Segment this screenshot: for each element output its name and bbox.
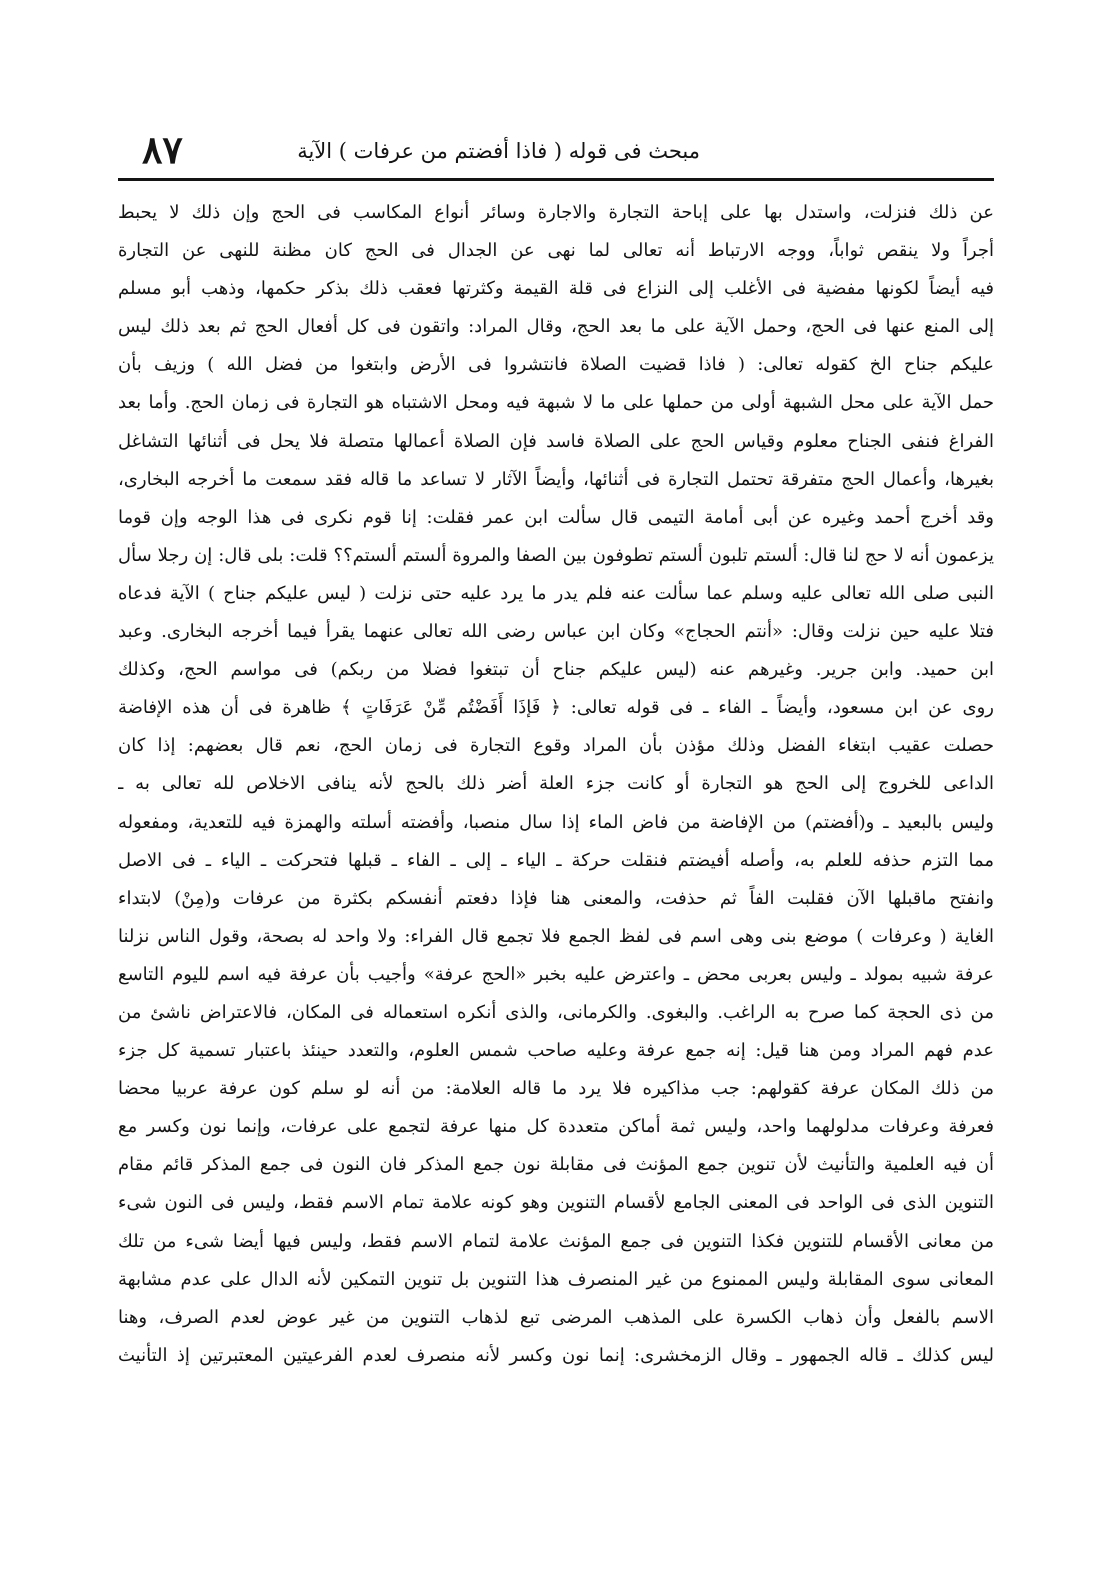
page-number: ٨٧ xyxy=(142,127,183,172)
page-header xyxy=(120,128,1000,176)
text-line: من ذلك المكان عرفة كقولهم: جب مذاكيره فلا يرد ما قاله العلامة: من أنه لو سلم كون عرفة عربيا محضا xyxy=(118,1078,994,1100)
text-line: إلى المنع عنها فى الحج، وحمل الآية على ما بعد الحج، وقال المراد: واتقون فى كل أفعال الحج ثم بعد ذلك ليس xyxy=(118,316,994,338)
text-line: الاسم بالفعل وأن ذهاب الكسرة على المذهب المرضى تبع لذهاب التنوين من غير عوض لعدم الصرف، وهنا xyxy=(118,1306,994,1328)
text-line: من معانى الأقسام للتنوين فكذا التنوين فى جمع المؤنث علامة لتمام الاسم فقط، وليس فيها أيضا شىء من تلك xyxy=(118,1230,994,1252)
text-line: يزعمون أنه لا حج لنا قال: ألستم تلبون ألستم تطوفون بين الصفا والمروة ألستم ألستم؟؟ قلت: بلى قال: إن رجلا سأل xyxy=(118,544,994,566)
text-line: حمل الآية على محل الشبهة أولى من حملها على ما لا شبهة فيه ومحل الاشتباه هو التجارة فى زمان الحج. وأما بعد xyxy=(118,392,994,414)
text-line: النبى صلى الله تعالى عليه وسلم عما سألت عنه فلم يدر ما يرد عليه حتى نزلت ( ليس عليكم جناح ) الآية فدعاه xyxy=(118,582,994,604)
text-line: أن فيه العلمية والتأنيث لأن تنوين جمع المؤنث فى مقابلة نون جمع المذكر فان النون فى جمع المذكر قائم مقام xyxy=(118,1154,994,1176)
body-text xyxy=(118,186,994,1367)
text-line: حصلت عقيب ابتغاء الفضل وذلك مؤذن بأن المراد وقوع التجارة فى زمان الحج، نعم قال بعضهم: إذا كان xyxy=(118,735,994,757)
text-line: التنوين الذى فى الواحد فى المعنى الجامع لأقسام التنوين وهو كونه علامة تمام الاسم فقط، وليس فى النون شىء xyxy=(118,1192,994,1214)
text-line: من ذى الحجة كما صرح به الراغب. والبغوى. والكرمانى، والذى أنكره استعماله فى المكان، فالاعتراض ناشئ من xyxy=(118,1001,994,1023)
text-line: مما التزم حذفه للعلم به، وأصله أفيضتم فنقلت حركة ـ الياء ـ إلى ـ الفاء ـ قبلها فتحركت ـ الياء ـ فى الاصل xyxy=(118,849,994,871)
text-line: عن ذلك فنزلت، واستدل بها على إباحة التجارة والاجارة وسائر أنواع المكاسب فى الحج وإن ذلك لا يحبط xyxy=(118,202,994,223)
text-line: المعانى سوى المقابلة وليس الممنوع من غير المنصرف هذا التنوين بل تنوين التمكين لأنه الدال على عدم مشابهة xyxy=(118,1268,994,1290)
text-line: وليس بالبعيد ـ و(أفضتم) من الإفاضة من فاض الماء إذا سال منصبا، وأفضته أسلته والهمزة فيه للتعدية، ومفعوله xyxy=(118,811,994,833)
text-line: وقد أخرج أحمد وغيره عن أبى أمامة التيمى قال سألت ابن عمر فقلت: إنا قوم نكرى فى هذا الوجه وإن قوما xyxy=(118,506,994,528)
text-line: الفراغ فنفى الجناح معلوم وقياس الحج على الصلاة فاسد فإن الصلاة أعمالها متصلة فلا يحل فى أثنائها التشاغل xyxy=(118,430,994,452)
text-line: فتلا عليه حين نزلت وقال: «أنتم الحجاج» وكان ابن عباس رضى الله تعالى عنهما يقرأ فيما أخرجه البخارى. وعبد xyxy=(118,621,994,643)
text-line: عرفة شبيه بمولد ـ وليس بعربى محض ـ واعترض عليه بخبر «الحج عرفة» وأجيب بأن عرفة فيه اسم لليوم التاسع xyxy=(118,963,994,985)
text-line: الغاية ( وعرفات ) موضع بنى وهى اسم فى لفظ الجمع فلا تجمع قال الفراء: ولا واحد له بصحة، وقول الناس نزلنا xyxy=(118,925,994,947)
text-line: فعرفة وعرفات مدلولهما واحد، وليس ثمة أماكن متعددة كل منها عرفة لتجمع على عرفات، وإنما نون وكسر مع xyxy=(118,1116,994,1138)
header-rule xyxy=(118,178,994,181)
text-line: أجراً ولا ينقص ثواباً، ووجه الارتباط أنه تعالى لما نهى عن الجدال فى الحج كان مظنة للنهى عن التجارة xyxy=(118,240,994,262)
running-head: مبحث فى قوله ( فاذا أفضتم من عرفات ) الآية xyxy=(297,139,700,163)
text-line: فيه أيضاً لكونها مفضية فى الأغلب إلى النزاع فى قلة القيمة وكثرتها فعقب ذلك بذكر حكمها، وذهب أبو مسلم xyxy=(118,278,994,300)
text-line: بغيرها، وأعمال الحج متفرقة تحتمل التجارة فى أثنائها، وأيضاً الآثار لا تساعد ما قاله فقد سمعت ما أخرجه البخارى، xyxy=(118,468,994,490)
text-line: وانفتح ماقبلها الآن فقلبت الفاً ثم حذفت، والمعنى هنا فإذا دفعتم أنفسكم بكثرة من عرفات و(مِنْ) لابتداء xyxy=(118,887,994,909)
text-line: عليكم جناح الخ كقوله تعالى: ( فاذا قضيت الصلاة فانتشروا فى الأرض وابتغوا من فضل الله ) وزيف بأن xyxy=(118,354,994,376)
text-line: ابن حميد. وابن جرير. وغيرهم عنه (ليس عليكم جناح أن تبتغوا فضلا من ربكم) فى مواسم الحج، وكذلك xyxy=(118,659,994,681)
text-line: روى عن ابن مسعود، وأيضاً ـ الفاء ـ فى قوله تعالى: ﴿ فَإِذَا أَفَضْتُم مِّنْ عَرَفَاتٍ ﴾ ظاهرة فى أن هذه الإفاضة xyxy=(118,697,994,719)
text-line: ليس كذلك ـ قاله الجمهور ـ وقال الزمخشرى: إنما نون وكسر لأنه منصرف لعدم الفرعيتين المعتبرتين إذ التأنيث xyxy=(118,1344,994,1366)
text-line: عدم فهم المراد ومن هنا قيل: إنه جمع عرفة وعليه صاحب شمس العلوم، والتعدد حينئذ باعتبار تسمية كل جزء xyxy=(118,1040,994,1062)
text-line: الداعى للخروج إلى الحج هو التجارة أو كانت جزء العلة أضر ذلك بالحج لأنه ينافى الاخلاص لله تعالى به ـ xyxy=(118,773,994,795)
